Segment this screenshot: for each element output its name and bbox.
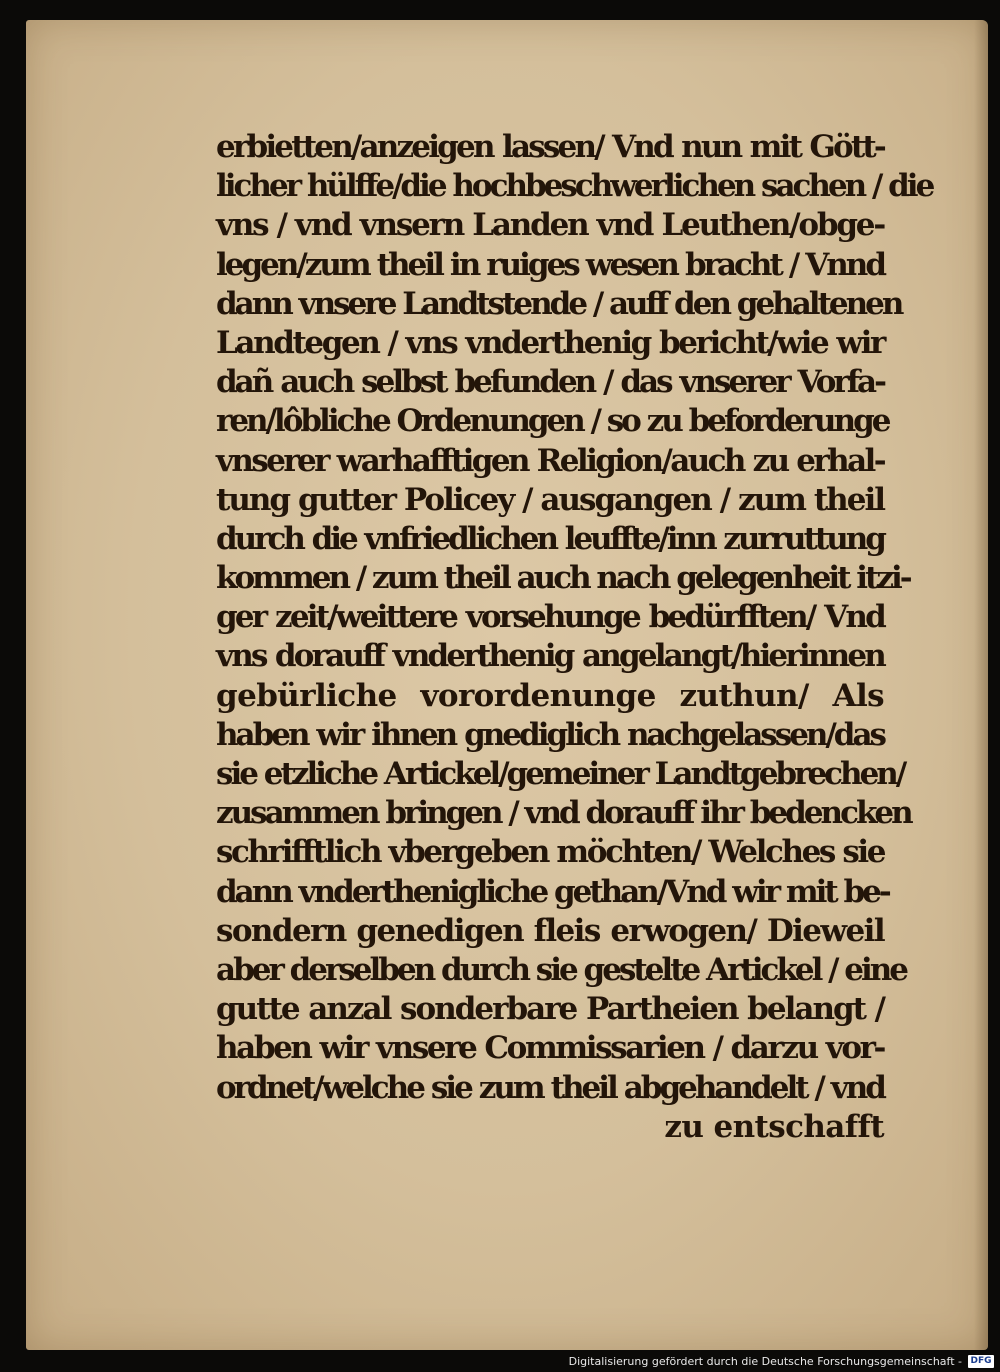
text-line: vns / vnd vnsern Landen vnd Leuthen/obge- bbox=[216, 207, 884, 244]
text-line: dañ auch selbst befunden / das vnserer Vorfa- bbox=[216, 364, 884, 401]
text-line: durch die vnfriedlichen leuffte/inn zurruttung bbox=[216, 520, 884, 557]
text-line: aber derselben durch sie gestelte Artickel / eine bbox=[216, 951, 907, 988]
page-edge-shadow bbox=[974, 20, 988, 1350]
text-line: sie etzliche Artickel/gemeiner Landtgebrechen/ bbox=[216, 756, 905, 792]
text-line: sondern genedigen fleis erwogen/ Dieweil bbox=[216, 912, 884, 949]
text-line: Landtegen / vns vnderthenig bericht/wie wir bbox=[216, 324, 884, 361]
text-line: zusammen bringen / vnd dorauff ihr bedencken bbox=[216, 795, 911, 832]
text-line: gutte anzal sonderbare Partheien belangt / bbox=[216, 991, 884, 1028]
text-line: licher hülffe/die hochbeschwerlichen sachen / die bbox=[216, 168, 933, 205]
text-line: schrifftlich vbergeben möchten/ Welches sie bbox=[216, 834, 885, 871]
text-line: kommen / zum theil auch nach gelegenheit itzi- bbox=[216, 560, 910, 597]
document-page bbox=[26, 20, 988, 1350]
funding-credit: Digitalisierung gefördert durch die Deutsche Forschungsgemeinschaft - bbox=[568, 1355, 962, 1368]
body-text bbox=[216, 128, 933, 1147]
text-line: dann vnsere Landtstende / auff den gehaltenen bbox=[216, 285, 902, 322]
text-line: tung gutter Policey / ausgangen / zum theil bbox=[216, 481, 884, 518]
text-line: ordnet/welche sie zum theil abgehandelt / vnd bbox=[216, 1069, 884, 1106]
text-line: haben wir ihnen gnediglich nachgelassen/das bbox=[216, 716, 884, 753]
text-line: dann vnderthenigliche gethan/Vnd wir mit be- bbox=[216, 873, 889, 910]
text-line: legen/zum theil in ruiges wesen bracht / Vnnd bbox=[216, 246, 884, 283]
text-line: vns dorauff vnderthenig angelangt/hierinnen bbox=[216, 638, 884, 675]
footer-bar bbox=[0, 1350, 1000, 1372]
text-line: haben wir vnsere Commissarien / darzu vor- bbox=[216, 1030, 884, 1067]
dfg-logo: DFG bbox=[968, 1355, 994, 1368]
text-line: vnserer warhafftigen Religion/auch zu erhal- bbox=[216, 442, 884, 479]
text-line: ger zeit/weittere vorsehunge bedürfften/ Vnd bbox=[216, 599, 884, 636]
text-line: ren/lôbliche Ordenungen / so zu beforderunge bbox=[216, 403, 889, 440]
catchword: zu entschafft bbox=[664, 1108, 884, 1145]
text-line: erbietten/anzeigen lassen/ Vnd nun mit Gött- bbox=[216, 129, 884, 165]
text-line: gebürliche vorordenunge zuthun/ Als bbox=[216, 677, 884, 714]
